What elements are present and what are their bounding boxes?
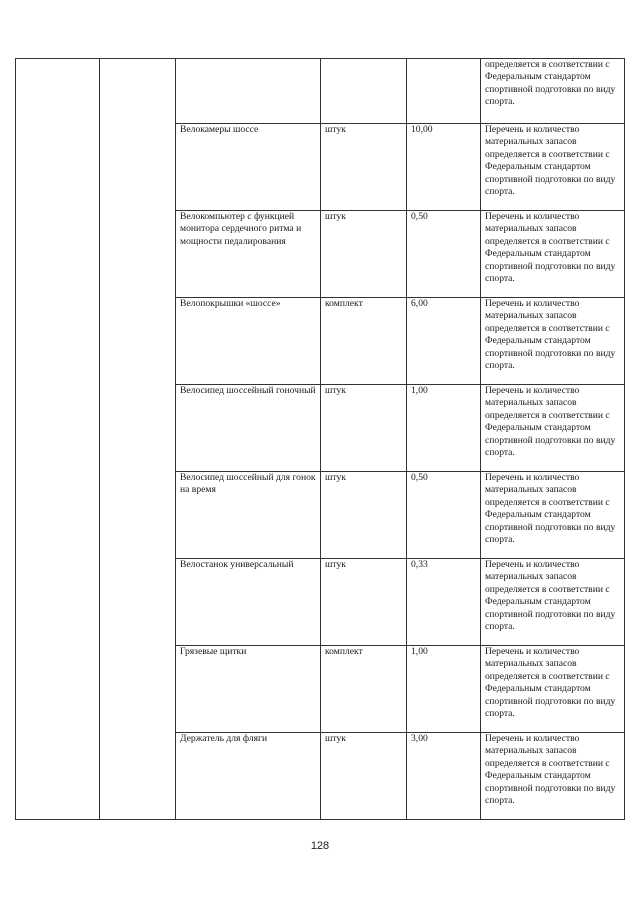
name-cell bbox=[176, 59, 321, 124]
equipment-table bbox=[15, 58, 625, 820]
item-name: Велопокрышки «шоссе» bbox=[176, 298, 321, 385]
item-note: Перечень и количество материальных запасов определяется в соответствии с Федеральным стандартом спортивной подготовки по виду спорта. bbox=[481, 733, 625, 820]
item-name: Держатель для фляги bbox=[176, 733, 321, 820]
item-note: Перечень и количество материальных запасов определяется в соответствии с Федеральным стандартом спортивной подготовки по виду спорта. bbox=[481, 472, 625, 559]
item-name: Велостанок универсальный bbox=[176, 559, 321, 646]
continuation-note: определяется в соответствии с Федеральным стандартом спортивной подготовки по виду спорта. bbox=[481, 59, 625, 124]
item-unit: штук bbox=[321, 124, 407, 211]
item-unit: комплект bbox=[321, 298, 407, 385]
item-note: Перечень и количество материальных запасов определяется в соответствии с Федеральным стандартом спортивной подготовки по виду спорта. bbox=[481, 559, 625, 646]
item-qty: 10,00 bbox=[407, 124, 481, 211]
item-note: Перечень и количество материальных запасов определяется в соответствии с Федеральным стандартом спортивной подготовки по виду спорта. bbox=[481, 298, 625, 385]
merged-cell-col2 bbox=[100, 59, 176, 820]
item-unit: штук bbox=[321, 385, 407, 472]
item-unit: комплект bbox=[321, 646, 407, 733]
item-note: Перечень и количество материальных запасов определяется в соответствии с Федеральным стандартом спортивной подготовки по виду спорта. bbox=[481, 646, 625, 733]
item-name: Грязевые щитки bbox=[176, 646, 321, 733]
item-name: Велокомпьютер с функцией монитора сердечного ритма и мощности педалирования bbox=[176, 211, 321, 298]
continuation-row bbox=[16, 59, 625, 124]
item-name: Велосипед шоссейный для гонок на время bbox=[176, 472, 321, 559]
item-note: Перечень и количество материальных запасов определяется в соответствии с Федеральным стандартом спортивной подготовки по виду спорта. bbox=[481, 211, 625, 298]
item-qty: 0,50 bbox=[407, 472, 481, 559]
item-unit: штук bbox=[321, 559, 407, 646]
item-name: Велосипед шоссейный гоночный bbox=[176, 385, 321, 472]
item-note: Перечень и количество материальных запасов определяется в соответствии с Федеральным стандартом спортивной подготовки по виду спорта. bbox=[481, 124, 625, 211]
item-unit: штук bbox=[321, 733, 407, 820]
item-note: Перечень и количество материальных запасов определяется в соответствии с Федеральным стандартом спортивной подготовки по виду спорта. bbox=[481, 385, 625, 472]
item-qty: 0,50 bbox=[407, 211, 481, 298]
item-qty: 6,00 bbox=[407, 298, 481, 385]
unit-cell bbox=[321, 59, 407, 124]
item-qty: 0,33 bbox=[407, 559, 481, 646]
item-qty: 3,00 bbox=[407, 733, 481, 820]
item-unit: штук bbox=[321, 211, 407, 298]
item-qty: 1,00 bbox=[407, 385, 481, 472]
page-number: 128 bbox=[310, 840, 330, 852]
qty-cell bbox=[407, 59, 481, 124]
item-unit: штук bbox=[321, 472, 407, 559]
item-qty: 1,00 bbox=[407, 646, 481, 733]
merged-cell-col1 bbox=[16, 59, 100, 820]
item-name: Велокамеры шоссе bbox=[176, 124, 321, 211]
